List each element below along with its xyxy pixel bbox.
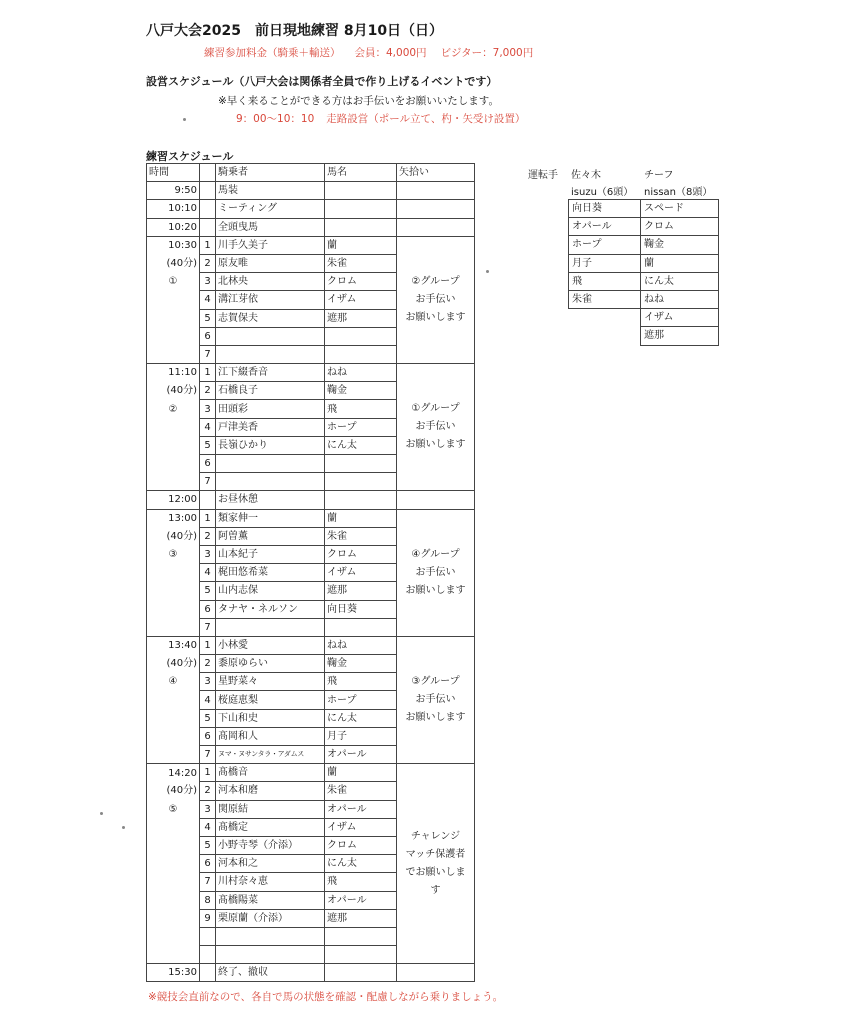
driver-row xyxy=(569,309,719,327)
rider-number xyxy=(200,927,216,945)
rider-name: 桜庭恵梨 xyxy=(216,691,325,709)
driver1-name: 佐々木 xyxy=(571,170,601,181)
rider-name: 河本和磨 xyxy=(216,782,325,800)
time-cell xyxy=(147,455,200,473)
helper-group xyxy=(397,364,475,491)
lunch-row xyxy=(147,491,475,509)
table-row xyxy=(147,636,475,654)
rider-name: 星野菜々 xyxy=(216,673,325,691)
event-horse-cell xyxy=(325,200,397,218)
time-cell xyxy=(147,746,200,764)
helper-line: お手伝い xyxy=(415,694,456,706)
event-time: 9:50 xyxy=(147,182,200,200)
horse-name xyxy=(325,946,397,964)
rider-number: 8 xyxy=(200,891,216,909)
helper-line: マッチ保護者 xyxy=(405,848,466,860)
horse-name: ねね xyxy=(325,636,397,654)
event-number-cell xyxy=(200,218,216,236)
rider-name: 戸津美香 xyxy=(216,418,325,436)
helper-group xyxy=(397,764,475,964)
rider-name: ヌマ・ヌサンタラ・アダムス xyxy=(216,746,325,764)
rider-name: 原友唯 xyxy=(216,254,325,272)
truck1-label: isuzu（6頭） xyxy=(571,187,634,198)
rider-number: 2 xyxy=(200,782,216,800)
event-horse-cell xyxy=(325,964,397,982)
helper-line: お願いします xyxy=(405,311,466,323)
time-cell xyxy=(147,345,200,363)
event-horse-cell xyxy=(325,182,397,200)
event-number-cell xyxy=(200,182,216,200)
isuzu-horse xyxy=(569,309,641,327)
horse-name: 鞠金 xyxy=(325,382,397,400)
rider-name xyxy=(216,473,325,491)
session-time: 14:20 xyxy=(147,764,200,782)
rider-number: 2 xyxy=(200,382,216,400)
rider-name: 阿曽薫 xyxy=(216,527,325,545)
helper-group xyxy=(397,236,475,363)
driver2-name: チーフ xyxy=(644,170,674,181)
horse-name: 向日葵 xyxy=(325,600,397,618)
session-time: 13:40 xyxy=(147,636,200,654)
rider-name: 川村奈々恵 xyxy=(216,873,325,891)
rider-number: 1 xyxy=(200,364,216,382)
footer-note: ※競技会直前なので、各自で馬の状態を確認・配慮しながら乗りましょう。 xyxy=(148,991,504,1003)
rider-number xyxy=(200,946,216,964)
rider-number: 4 xyxy=(200,691,216,709)
rider-name xyxy=(216,455,325,473)
nissan-horse: にん太 xyxy=(641,272,719,290)
horse-name: ホープ xyxy=(325,418,397,436)
practice-heading: 練習スケジュール xyxy=(146,150,234,163)
driver-row xyxy=(569,327,719,345)
isuzu-horse: 向日葵 xyxy=(569,200,641,218)
time-cell xyxy=(147,691,200,709)
time-cell xyxy=(147,836,200,854)
rider-number: 4 xyxy=(200,291,216,309)
horse-name: 飛 xyxy=(325,400,397,418)
rider-name: 下山和史 xyxy=(216,709,325,727)
session-duration: (40分) xyxy=(147,254,200,272)
scan-speck xyxy=(486,270,489,273)
rider-name: 髙岡和人 xyxy=(216,727,325,745)
horse-name: 月子 xyxy=(325,727,397,745)
rider-number: 5 xyxy=(200,582,216,600)
horse-name: 朱雀 xyxy=(325,254,397,272)
rider-number: 3 xyxy=(200,800,216,818)
helper-line: ④グループ xyxy=(411,548,460,560)
rider-number: 6 xyxy=(200,600,216,618)
helper-line: チャレンジ xyxy=(410,830,461,842)
rider-number: 6 xyxy=(200,327,216,345)
rider-number: 2 xyxy=(200,655,216,673)
driver-row xyxy=(569,272,719,290)
rider-number: 7 xyxy=(200,345,216,363)
time-cell xyxy=(147,564,200,582)
event-horse-cell xyxy=(325,218,397,236)
event-time: 10:20 xyxy=(147,218,200,236)
practice-schedule-table xyxy=(146,163,475,982)
horse-name: 鞠金 xyxy=(325,655,397,673)
driver-horse-table xyxy=(568,199,719,346)
col-header-horse: 馬名 xyxy=(325,164,397,182)
horse-name: クロム xyxy=(325,836,397,854)
isuzu-horse xyxy=(569,327,641,345)
driver-row xyxy=(569,218,719,236)
helper-line: お手伝い xyxy=(415,293,456,305)
horse-name: 蘭 xyxy=(325,236,397,254)
time-cell xyxy=(147,473,200,491)
event-number-cell xyxy=(200,964,216,982)
helper-line: お手伝い xyxy=(415,566,456,578)
rider-number: 1 xyxy=(200,636,216,654)
time-cell xyxy=(147,855,200,873)
rider-number: 2 xyxy=(200,254,216,272)
table-header-row xyxy=(147,164,475,182)
session-time: 10:30 xyxy=(147,236,200,254)
horse-name: ねね xyxy=(325,364,397,382)
fee-visitor: ビジター：7,000円 xyxy=(440,47,534,59)
event-label: ミーティング xyxy=(216,200,325,218)
event-number-cell xyxy=(200,200,216,218)
nissan-horse: 遮那 xyxy=(641,327,719,345)
end-row xyxy=(147,964,475,982)
driver-row xyxy=(569,236,719,254)
time-cell xyxy=(147,618,200,636)
horse-name: にん太 xyxy=(325,436,397,454)
setup-line xyxy=(236,111,525,126)
rider-name: 栗原蘭（介添） xyxy=(216,909,325,927)
time-cell xyxy=(147,946,200,964)
scan-speck xyxy=(183,118,186,121)
horse-name: 遮那 xyxy=(325,909,397,927)
driver-row xyxy=(569,254,719,272)
event-row xyxy=(147,218,475,236)
nissan-horse: スペード xyxy=(641,200,719,218)
rider-name: 髙橋定 xyxy=(216,818,325,836)
page-title: 八戸大会2025 前日現地練習 8月10日（日） xyxy=(146,23,444,39)
rider-number: 5 xyxy=(200,709,216,727)
scan-speck xyxy=(100,812,103,815)
horse-name: 朱雀 xyxy=(325,527,397,545)
truck2-label: nissan（8頭） xyxy=(644,187,713,198)
rider-number: 3 xyxy=(200,545,216,563)
horse-name: ホープ xyxy=(325,691,397,709)
horse-name: にん太 xyxy=(325,855,397,873)
helper-group xyxy=(397,636,475,763)
helper-group xyxy=(397,509,475,636)
rider-name: 山本紀子 xyxy=(216,545,325,563)
time-cell xyxy=(147,436,200,454)
session-mark: ② xyxy=(147,400,200,418)
event-horse-cell xyxy=(325,491,397,509)
rider-number: 4 xyxy=(200,418,216,436)
time-cell xyxy=(147,873,200,891)
event-helper-cell xyxy=(397,200,475,218)
setup-time: 9：00〜10：10 xyxy=(236,113,315,125)
event-helper-cell xyxy=(397,182,475,200)
helper-line: お願いします xyxy=(405,712,466,724)
horse-name xyxy=(325,455,397,473)
setup-note: ※早く来ることができる方はお手伝いをお願いいたします。 xyxy=(218,95,499,107)
session-mark: ⑤ xyxy=(147,800,200,818)
rider-name xyxy=(216,946,325,964)
rider-name: 髙橋陽菜 xyxy=(216,891,325,909)
time-cell xyxy=(147,600,200,618)
rider-number: 4 xyxy=(200,564,216,582)
horse-name: イザム xyxy=(325,291,397,309)
time-cell xyxy=(147,927,200,945)
helper-line: ③グループ xyxy=(411,676,460,688)
event-label: 馬装 xyxy=(216,182,325,200)
horse-name: クロム xyxy=(325,273,397,291)
time-cell xyxy=(147,727,200,745)
event-label: 終了、撤収 xyxy=(216,964,325,982)
horse-name: 飛 xyxy=(325,873,397,891)
rider-name: 江下綴香音 xyxy=(216,364,325,382)
rider-number: 4 xyxy=(200,818,216,836)
rider-number: 1 xyxy=(200,764,216,782)
col-header-rider: 騎乗者 xyxy=(216,164,325,182)
col-header-time: 時間 xyxy=(147,164,200,182)
time-cell xyxy=(147,909,200,927)
table-row xyxy=(147,509,475,527)
isuzu-horse: 朱雀 xyxy=(569,290,641,308)
horse-name xyxy=(325,473,397,491)
table-row xyxy=(147,764,475,782)
table-row xyxy=(147,364,475,382)
session-duration: (40分) xyxy=(147,782,200,800)
session-time: 13:00 xyxy=(147,509,200,527)
scan-speck xyxy=(122,826,125,829)
helper-line: す xyxy=(430,884,441,896)
time-cell xyxy=(147,818,200,836)
fee-info xyxy=(204,45,533,60)
horse-name: オパール xyxy=(325,891,397,909)
nissan-horse: クロム xyxy=(641,218,719,236)
rider-number: 3 xyxy=(200,400,216,418)
event-row xyxy=(147,182,475,200)
horse-name: 蘭 xyxy=(325,764,397,782)
event-helper-cell xyxy=(397,491,475,509)
session-duration: (40分) xyxy=(147,655,200,673)
rider-number: 5 xyxy=(200,836,216,854)
rider-number: 7 xyxy=(200,618,216,636)
rider-name: 川手久美子 xyxy=(216,236,325,254)
rider-number: 9 xyxy=(200,909,216,927)
session-mark: ① xyxy=(147,273,200,291)
helper-line: お手伝い xyxy=(415,421,456,433)
horse-name: 蘭 xyxy=(325,509,397,527)
nissan-horse: ねね xyxy=(641,290,719,308)
isuzu-horse: オパール xyxy=(569,218,641,236)
rider-name xyxy=(216,618,325,636)
helper-line: お願いします xyxy=(405,584,466,596)
event-label: お昼休憩 xyxy=(216,491,325,509)
nissan-horse: イザム xyxy=(641,309,719,327)
nissan-horse: 鞠金 xyxy=(641,236,719,254)
isuzu-horse: ホープ xyxy=(569,236,641,254)
driver-row xyxy=(569,290,719,308)
rider-name: 黍原ゆらい xyxy=(216,655,325,673)
helper-line: お願いします xyxy=(405,439,466,451)
event-row xyxy=(147,200,475,218)
table-row xyxy=(147,236,475,254)
session-mark: ④ xyxy=(147,673,200,691)
rider-name: 関原結 xyxy=(216,800,325,818)
time-cell xyxy=(147,291,200,309)
event-helper-cell xyxy=(397,964,475,982)
rider-name: 類家伸一 xyxy=(216,509,325,527)
horse-name: クロム xyxy=(325,545,397,563)
rider-name: 梶田悠希菜 xyxy=(216,564,325,582)
horse-name: にん太 xyxy=(325,709,397,727)
horse-name xyxy=(325,618,397,636)
rider-name: 小林愛 xyxy=(216,636,325,654)
horse-name xyxy=(325,345,397,363)
horse-name: オパール xyxy=(325,800,397,818)
rider-name: 志賀保夫 xyxy=(216,309,325,327)
rider-number: 7 xyxy=(200,873,216,891)
rider-name xyxy=(216,927,325,945)
rider-number: 1 xyxy=(200,509,216,527)
rider-number: 7 xyxy=(200,473,216,491)
rider-number: 6 xyxy=(200,455,216,473)
event-time: 10:10 xyxy=(147,200,200,218)
rider-number: 6 xyxy=(200,727,216,745)
horse-name: オパール xyxy=(325,746,397,764)
rider-name xyxy=(216,345,325,363)
col-header-arrow-pickup: 矢拾い xyxy=(397,164,475,182)
horse-name: イザム xyxy=(325,564,397,582)
nissan-horse: 蘭 xyxy=(641,254,719,272)
fee-label: 練習参加料金（騎乗＋輸送） xyxy=(204,47,341,59)
time-cell xyxy=(147,309,200,327)
horse-name: 遮那 xyxy=(325,582,397,600)
rider-number: 3 xyxy=(200,273,216,291)
event-helper-cell xyxy=(397,218,475,236)
rider-name: 山内志保 xyxy=(216,582,325,600)
setup-heading: 設営スケジュール（八戸大会は関係者全員で作り上げるイベントです） xyxy=(146,75,498,88)
session-time: 11:10 xyxy=(147,364,200,382)
horse-name: 朱雀 xyxy=(325,782,397,800)
time-cell xyxy=(147,709,200,727)
rider-name: 石橋良子 xyxy=(216,382,325,400)
driver-row xyxy=(569,200,719,218)
fee-member: 会員：4,000円 xyxy=(354,47,427,59)
setup-task: 走路設営（ポール立て、杓・矢受け設置） xyxy=(326,113,526,125)
helper-line: ①グループ xyxy=(411,403,460,415)
event-time: 12:00 xyxy=(147,491,200,509)
rider-number: 5 xyxy=(200,436,216,454)
session-mark: ③ xyxy=(147,545,200,563)
rider-name: 髙橋音 xyxy=(216,764,325,782)
rider-name: 田頭彩 xyxy=(216,400,325,418)
helper-line: でお願いしま xyxy=(405,866,466,878)
horse-name: イザム xyxy=(325,818,397,836)
event-label: 全頭曳馬 xyxy=(216,218,325,236)
driver-label: 運転手 xyxy=(528,170,558,181)
session-duration: (40分) xyxy=(147,527,200,545)
col-header-number xyxy=(200,164,216,182)
horse-name: 飛 xyxy=(325,673,397,691)
rider-name: 長嶺ひかり xyxy=(216,436,325,454)
rider-name: 溝江芽依 xyxy=(216,291,325,309)
rider-name xyxy=(216,327,325,345)
time-cell xyxy=(147,891,200,909)
horse-name xyxy=(325,927,397,945)
rider-name: 河本和之 xyxy=(216,855,325,873)
session-duration: (40分) xyxy=(147,382,200,400)
rider-number: 2 xyxy=(200,527,216,545)
rider-name: 小野寺琴（介添） xyxy=(216,836,325,854)
isuzu-horse: 月子 xyxy=(569,254,641,272)
event-time: 15:30 xyxy=(147,964,200,982)
horse-name xyxy=(325,327,397,345)
helper-line: ②グループ xyxy=(411,275,460,287)
time-cell xyxy=(147,582,200,600)
rider-number: 7 xyxy=(200,746,216,764)
time-cell xyxy=(147,327,200,345)
rider-number: 6 xyxy=(200,855,216,873)
horse-name: 遮那 xyxy=(325,309,397,327)
rider-name: タナヤ・ネルソン xyxy=(216,600,325,618)
rider-number: 1 xyxy=(200,236,216,254)
time-cell xyxy=(147,418,200,436)
rider-name: 北林央 xyxy=(216,273,325,291)
isuzu-horse: 飛 xyxy=(569,272,641,290)
rider-number: 3 xyxy=(200,673,216,691)
rider-number: 5 xyxy=(200,309,216,327)
event-number-cell xyxy=(200,491,216,509)
